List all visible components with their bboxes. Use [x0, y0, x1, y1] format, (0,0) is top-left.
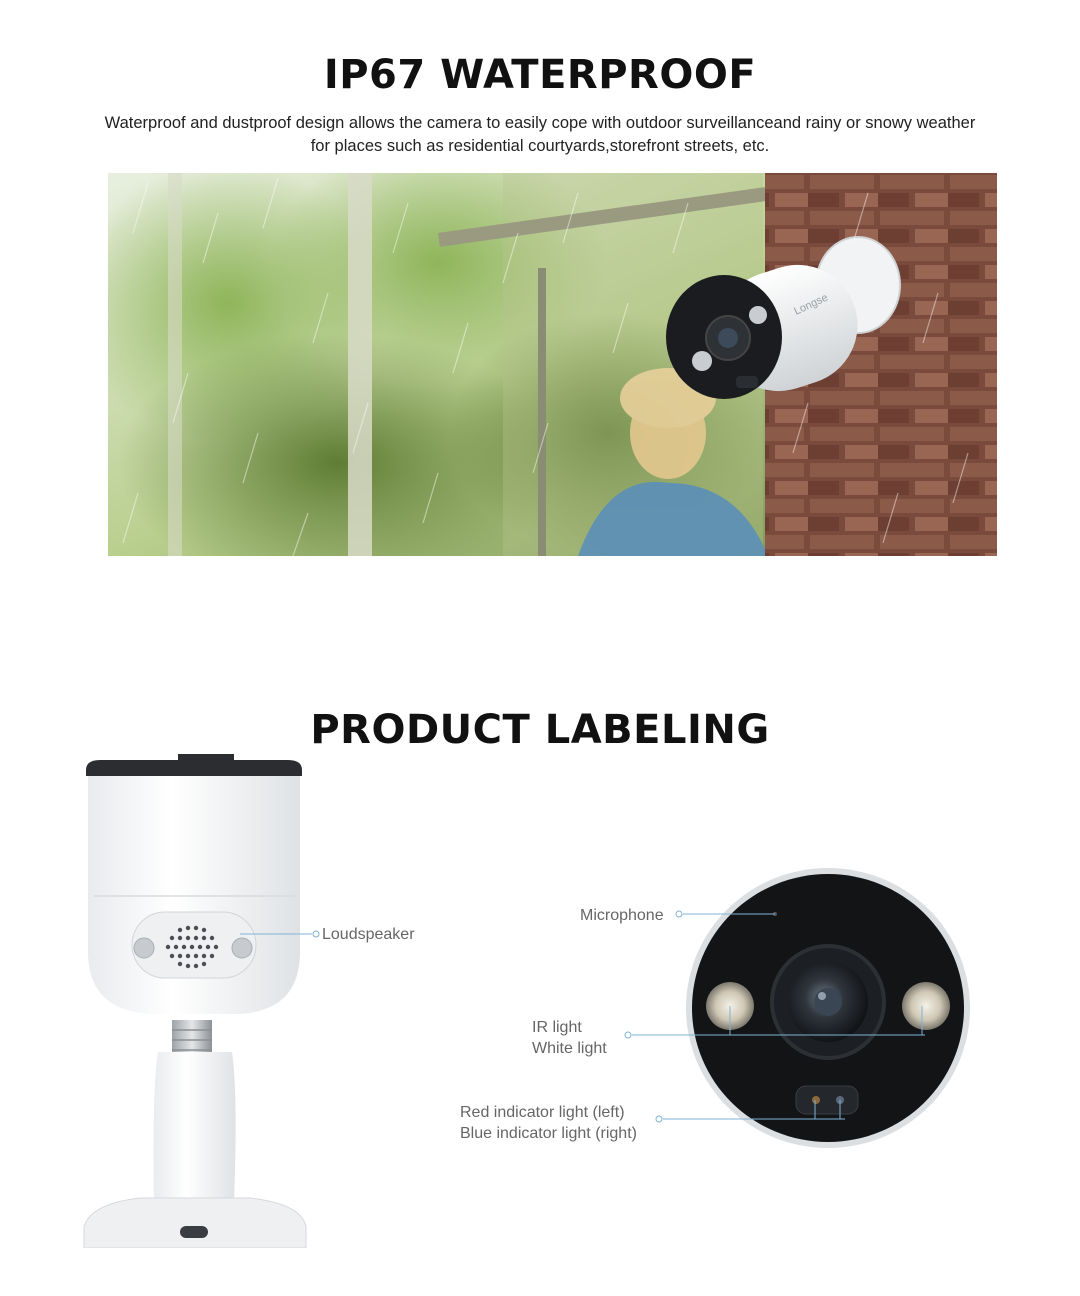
- white-light-label: White light: [532, 1040, 607, 1057]
- waterproof-description: [40, 112, 1040, 158]
- waterproof-description-line2: for places such as residential courtyards,storefront streets, etc.: [310, 137, 770, 155]
- camera-side-view: [80, 752, 310, 1248]
- ir-light-label: IR light: [532, 1019, 582, 1036]
- waterproof-description-line1: Waterproof and dustproof design allows the camera to easily cope with outdoor surveillanceand rainy or snowy weather: [104, 114, 976, 132]
- loudspeaker-label: Loudspeaker: [322, 926, 415, 943]
- indicator-labels: [460, 1102, 637, 1144]
- rain-camera-photo: [108, 173, 997, 556]
- camera-brand-text: Longse: [792, 291, 830, 318]
- red-indicator-label: Red indicator light (left): [460, 1104, 625, 1121]
- product-labeling-title: PRODUCT LABELING: [310, 707, 770, 753]
- microphone-label: Microphone: [580, 907, 664, 924]
- blue-indicator-label: Blue indicator light (right): [460, 1125, 637, 1142]
- light-labels: [532, 1017, 607, 1059]
- waterproof-title: IP67 WATERPROOF: [323, 52, 757, 98]
